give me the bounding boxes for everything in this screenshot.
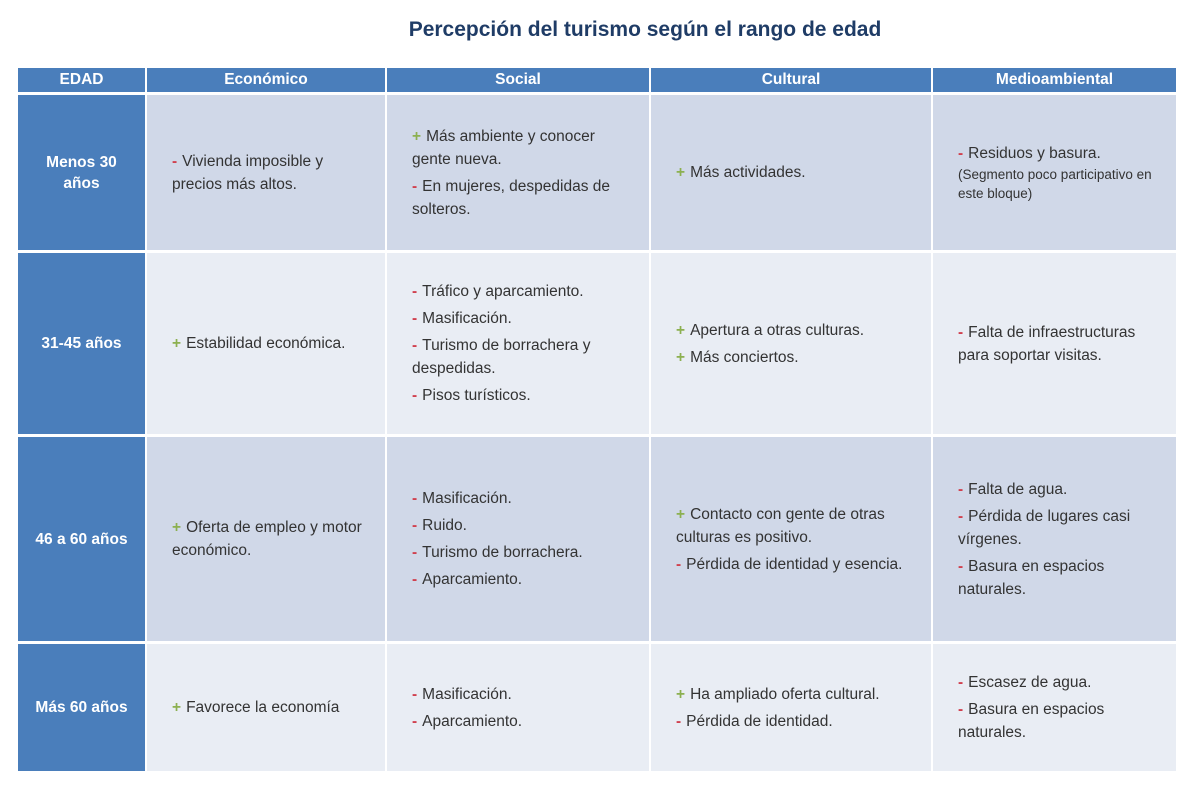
table-cell — [147, 644, 385, 771]
minus-icon: - — [676, 712, 682, 730]
list-item — [958, 142, 1164, 203]
minus-icon: - — [412, 712, 418, 730]
list-item — [958, 671, 1164, 694]
list-item — [412, 125, 637, 171]
item-text: Falta de infraestructuras para soportar visitas. — [958, 323, 1136, 364]
item-text: Pérdida de identidad y esencia. — [686, 555, 903, 573]
minus-icon: - — [412, 283, 418, 300]
plus-icon: + — [676, 348, 686, 366]
list-item — [412, 384, 637, 407]
list-item — [172, 332, 373, 355]
minus-icon: - — [412, 685, 418, 703]
item-note: (Segmento poco participativo en este bloque) — [958, 167, 1152, 201]
plus-icon: + — [676, 685, 686, 703]
minus-icon: - — [412, 517, 418, 534]
plus-icon: + — [676, 505, 686, 523]
minus-icon: - — [958, 701, 964, 718]
minus-icon: - — [412, 387, 418, 404]
plus-icon: + — [172, 335, 182, 352]
item-text: Masificación. — [422, 310, 512, 327]
table-cell — [933, 437, 1176, 641]
age-group-label: Menos 30 años — [18, 95, 145, 250]
table-cell — [387, 95, 649, 250]
minus-icon: - — [958, 145, 964, 162]
list-item — [172, 150, 373, 196]
list-item — [958, 505, 1164, 551]
minus-icon: - — [958, 507, 964, 525]
list-item — [412, 683, 637, 706]
item-text: En mujeres, despedidas de solteros. — [412, 177, 611, 218]
list-item — [412, 541, 637, 564]
list-item — [412, 514, 637, 537]
list-item — [676, 319, 919, 342]
minus-icon: - — [412, 310, 418, 327]
item-text: Más ambiente y conocer gente nueva. — [412, 127, 595, 168]
table-cell — [387, 253, 649, 434]
list-item — [412, 175, 637, 221]
minus-icon: - — [958, 674, 964, 691]
table-cell — [147, 253, 385, 434]
plus-icon: + — [172, 519, 182, 536]
list-item — [412, 568, 637, 591]
table-cell — [933, 253, 1176, 434]
minus-icon: - — [958, 323, 964, 341]
list-item — [676, 710, 919, 733]
column-header: Social — [387, 68, 649, 92]
list-item — [958, 555, 1164, 601]
list-item — [676, 503, 919, 549]
column-header: Económico — [147, 68, 385, 92]
column-header: Medioambiental — [933, 68, 1176, 92]
table-cell — [651, 437, 931, 641]
minus-icon: - — [412, 544, 418, 561]
minus-icon: - — [676, 555, 682, 573]
item-text: Más actividades. — [690, 164, 806, 181]
item-text: Residuos y basura. — [968, 145, 1101, 162]
table-cell — [651, 95, 931, 250]
minus-icon: - — [412, 571, 418, 588]
minus-icon: - — [172, 152, 178, 170]
minus-icon: - — [412, 490, 418, 507]
table-cell — [387, 437, 649, 641]
list-item — [958, 321, 1164, 367]
item-text: Oferta de empleo y motor económico. — [172, 519, 362, 559]
age-group-label: 31-45 años — [18, 253, 145, 434]
item-text: Pérdida de lugares casi vírgenes. — [958, 507, 1131, 548]
table-cell — [387, 644, 649, 771]
item-text: Pérdida de identidad. — [686, 712, 833, 730]
plus-icon: + — [412, 127, 422, 145]
list-item — [676, 553, 919, 576]
item-text: Vivienda imposible y precios más altos. — [172, 152, 324, 193]
item-text: Pisos turísticos. — [422, 387, 531, 404]
item-text: Más conciertos. — [690, 348, 799, 366]
page-title: Percepción del turismo según el rango de edad — [408, 18, 882, 41]
column-header: Cultural — [651, 68, 931, 92]
list-item — [172, 696, 373, 719]
minus-icon: - — [412, 337, 418, 354]
list-item — [412, 334, 637, 380]
list-item — [676, 683, 919, 706]
table-cell — [651, 253, 931, 434]
item-text: Basura en espacios naturales. — [958, 701, 1105, 741]
list-item — [958, 698, 1164, 744]
item-text: Aparcamiento. — [422, 712, 523, 730]
item-text: Favorece la economía — [186, 699, 340, 716]
list-item — [412, 487, 637, 510]
table-cell — [651, 644, 931, 771]
item-text: Falta de agua. — [968, 480, 1068, 498]
minus-icon: - — [958, 480, 964, 498]
table-cell — [933, 95, 1176, 250]
list-item — [172, 516, 373, 562]
column-header: EDAD — [18, 68, 145, 92]
list-item — [412, 307, 637, 330]
plus-icon: + — [172, 699, 182, 716]
list-item — [958, 478, 1164, 501]
list-item — [412, 280, 637, 303]
list-item — [676, 346, 919, 369]
plus-icon: + — [676, 321, 686, 339]
plus-icon: + — [676, 164, 686, 181]
item-text: Contacto con gente de otras culturas es positivo. — [676, 505, 885, 546]
list-item — [412, 710, 637, 733]
list-item — [676, 161, 919, 184]
item-text: Tráfico y aparcamiento. — [422, 283, 584, 300]
table-cell — [147, 95, 385, 250]
table-cell — [933, 644, 1176, 771]
minus-icon: - — [958, 557, 964, 575]
minus-icon: - — [412, 177, 418, 195]
item-text: Masificación. — [422, 685, 512, 703]
item-text: Turismo de borrachera y despedidas. — [412, 337, 591, 377]
item-text: Escasez de agua. — [968, 674, 1092, 691]
item-text: Apertura a otras culturas. — [690, 321, 865, 339]
item-text: Ha ampliado oferta cultural. — [690, 685, 880, 703]
table-cell — [147, 437, 385, 641]
item-text: Basura en espacios naturales. — [958, 557, 1105, 598]
item-text: Masificación. — [422, 490, 512, 507]
age-group-label: Más 60 años — [18, 644, 145, 771]
item-text: Ruido. — [422, 517, 467, 534]
item-text: Aparcamiento. — [422, 571, 523, 588]
item-text: Turismo de borrachera. — [422, 544, 583, 561]
item-text: Estabilidad económica. — [186, 335, 346, 352]
age-group-label: 46 a 60 años — [18, 437, 145, 641]
perception-table — [18, 68, 1176, 771]
